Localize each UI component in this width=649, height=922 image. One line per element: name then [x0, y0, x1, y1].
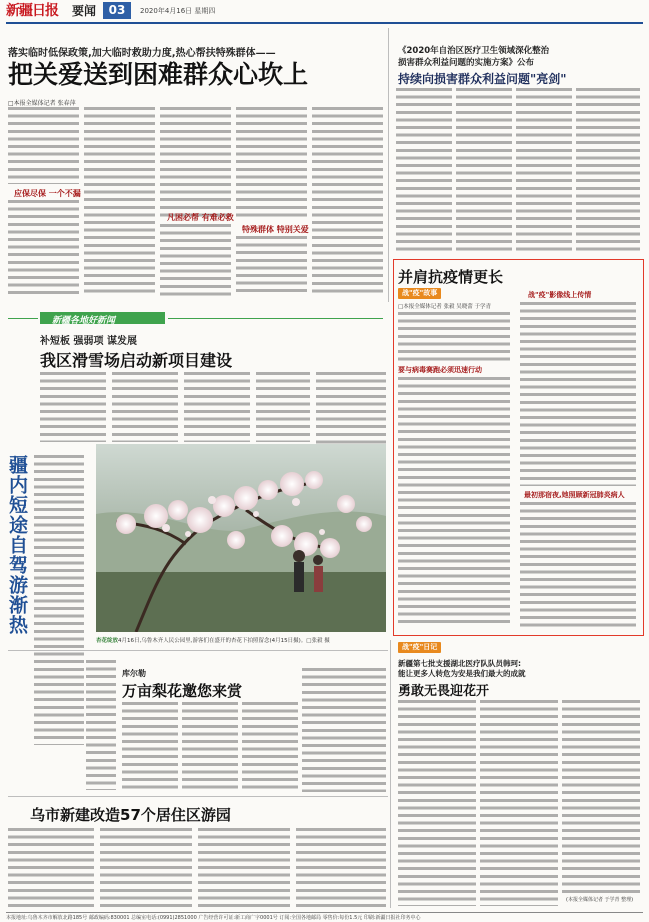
newspaper-logo: 新疆日报 — [6, 3, 58, 19]
right-headline: 持续向损害群众利益问题"亮剑" — [398, 72, 567, 86]
ski-body-col2 — [112, 372, 178, 442]
lead-body-col4a — [236, 107, 307, 221]
lower-divider — [8, 796, 388, 797]
feature-subhead-right-1: 战"疫"影像线上传情 — [528, 291, 592, 299]
diary-body-col3 — [562, 700, 640, 894]
pear-body-col3 — [242, 702, 298, 792]
photo-caption: 4月16日,乌鲁木齐人民公园里,游客们在盛开的杏花下拍照留念(4月15日摄)。□张毅 摄 — [118, 638, 330, 644]
pear-body-col4 — [302, 668, 386, 792]
lead-byline: □本报全媒体记者 张春萍 — [8, 100, 76, 107]
pear-headline: 万亩梨花邀您来赏 — [122, 682, 243, 700]
lead-subhead-1: 应保尽保 一个不漏 — [14, 189, 81, 198]
lead-body-col1a — [8, 107, 79, 184]
feature-body-l1 — [398, 312, 510, 362]
park-body-col4 — [296, 828, 386, 908]
ribbon-rule-right — [168, 318, 383, 319]
right-kicker-line1: 《2020年自治区医疗卫生领域深化整治 — [398, 46, 550, 56]
park-body-col2 — [100, 828, 192, 908]
diary-body-col2 — [480, 700, 558, 906]
diary-kicker-line2: 能让更多人转危为安是我们最大的成就 — [398, 669, 526, 678]
ski-headline: 我区滑雪场启动新项目建设 — [40, 351, 233, 370]
lead-body-col4b — [236, 236, 307, 296]
ski-body-col1 — [40, 372, 106, 442]
diary-tag: 战"疫"日记 — [398, 642, 441, 653]
park-body-col1 — [8, 828, 94, 908]
masthead-rule — [6, 22, 643, 24]
right-body-col1 — [396, 88, 452, 254]
lead-body-col1b — [8, 200, 79, 296]
pear-body-col1 — [122, 702, 178, 792]
feature-byline: □本报全媒体记者 张毅 吴晓蕾 于学青 — [398, 304, 491, 310]
page-footer: 本报地址:乌鲁木齐市解放北路185号 邮政编码:830001 总编室电话:(0991)2851000 广告经营许可证:新工商广字0001号 订阅:全国各地邮局 零售价:每份1.5元 印刷:新疆日报社印务中心 — [6, 912, 643, 921]
lead-kicker: 落实临时低保政策,加大临时救助力度,热心帮扶特殊群体—— — [8, 48, 276, 59]
pear-kicker: 库尔勒 — [122, 669, 146, 678]
ski-kicker: 补短板 强弱项 谋发展 — [40, 336, 137, 347]
right-body-col4 — [576, 88, 640, 254]
page-number: 03 — [103, 2, 131, 19]
diary-body-col1 — [398, 700, 476, 906]
lead-headline: 把关爱送到困难群众心坎上 — [8, 60, 309, 89]
ski-body-col3 — [184, 372, 250, 442]
lead-body-col3a — [160, 107, 231, 221]
park-headline: 乌市新建改造57个居住区游园 — [30, 806, 231, 824]
pear-body-col2 — [182, 702, 238, 792]
right-body-col2 — [456, 88, 512, 254]
feature-subhead-left: 要与病毒赛跑必须迅速行动 — [398, 366, 482, 374]
section-name: 要闻 — [72, 4, 97, 18]
issue-date: 2020年4月16日 星期四 — [140, 7, 216, 15]
photo-divider — [8, 650, 388, 651]
park-body-col3 — [198, 828, 290, 908]
lead-body-col2 — [84, 107, 155, 296]
vertical-headline: 疆内短途自驾游渐热 — [6, 455, 28, 635]
column-divider — [388, 28, 389, 302]
diary-kicker-line1: 新疆第七批支援湖北医疗队队员韩珂: — [398, 659, 521, 668]
lead-body-col5 — [312, 107, 383, 296]
diary-sign: (本报全媒体记者 于学青 整理) — [566, 897, 634, 903]
right-kicker-line2: 损害群众利益问题的实施方案》公布 — [398, 58, 535, 68]
blossom-photo-graphic — [96, 444, 386, 632]
section-ribbon-label: 新疆各地好新闻 — [52, 316, 116, 326]
ski-body-col4 — [256, 372, 310, 442]
lead-subhead-3: 特殊群体 特别关爱 — [242, 225, 309, 234]
feature-body-l2 — [398, 377, 510, 627]
lower-column-divider — [390, 640, 391, 908]
lead-body-col3b — [160, 224, 231, 296]
photo-label: 杏花绽放 — [96, 638, 119, 644]
feature-tag: 战"疫"故事 — [398, 288, 441, 299]
pear-body-side — [86, 660, 116, 790]
feature-body-r1 — [520, 302, 636, 486]
right-body-col3 — [516, 88, 572, 254]
vertical-story-body — [34, 455, 84, 745]
ribbon-rule-left — [8, 318, 38, 319]
blossom-photo — [96, 444, 386, 632]
feature-body-r2 — [520, 502, 636, 628]
masthead — [0, 0, 649, 22]
feature-headline: 并肩抗疫情更长 — [398, 268, 504, 286]
diary-headline: 勇敢无畏迎花开 — [398, 684, 490, 699]
lead-subhead-2: 凡困必帮 有难必救 — [167, 213, 234, 222]
feature-subhead-right-2: 最初那宿夜,她照顾新冠肺炎病人 — [524, 491, 625, 499]
